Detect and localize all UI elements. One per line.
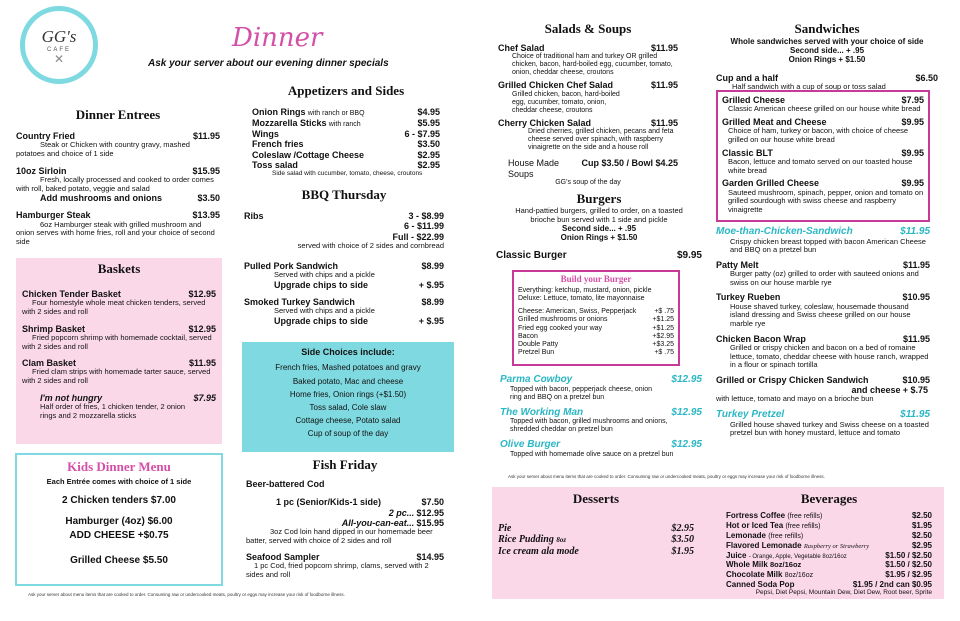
item-extra: with ranch or BBQ <box>307 109 365 117</box>
menu-item <box>716 409 930 438</box>
kids-item: 2 Chicken tenders $7.00 <box>62 494 176 506</box>
menu-item <box>498 43 678 77</box>
kids-item: Grilled Cheese $5.50 <box>70 555 168 567</box>
desserts-section <box>498 492 694 557</box>
menu-item <box>22 289 216 317</box>
item-name: Toss salad <box>252 160 298 171</box>
item-upgrade: Upgrade chips to side <box>274 279 369 290</box>
item-price: $2.95 <box>671 522 694 534</box>
menu-item <box>252 139 440 149</box>
item-name: Chocolate Milk <box>726 570 783 580</box>
item-price: $10.95 <box>902 374 930 385</box>
item-desc: House shaved turkey, coleslaw, housemade thousand island dressing and Swiss cheese grilled on our house marble rye <box>730 301 911 328</box>
item-price: $1.95 <box>911 520 932 530</box>
item-price: $14.95 <box>416 551 444 562</box>
fish-section <box>246 458 444 579</box>
build-burger-box <box>512 270 680 366</box>
item-desc: Sauteed mushroom, spinach, pepper, onion and tomato on grilled sourdough with swiss cheese and raspberry vinaigrette <box>728 187 924 214</box>
item-name: Garden Grilled Cheese <box>722 178 820 189</box>
appetizers-section <box>248 84 444 178</box>
beverages-title: Beverages <box>800 491 858 506</box>
item-price: Full - $22.99 <box>392 231 444 242</box>
item-name: Juice <box>726 550 747 560</box>
menu-item <box>244 261 444 290</box>
item-name: The Working Man <box>500 406 584 418</box>
sandwiches-title: Sandwiches <box>794 21 860 36</box>
item-extra: (free refills) <box>787 512 823 520</box>
item-desc: Choice of traditional ham and turkey OR grilled chicken, bacon, hard-boiled egg, cucumber, tomato, onion, cheddar cheese, croutons <box>512 53 673 77</box>
sandwiches-sub: Whole sandwiches served with your choice of side <box>730 36 924 46</box>
item-option-price: + $.75 <box>902 385 928 396</box>
option-label: Double Patty <box>518 340 559 348</box>
menu-item <box>498 118 678 152</box>
menu-item <box>16 166 220 204</box>
item-price: $11.95 <box>902 333 930 344</box>
bbq-section <box>244 188 444 333</box>
item-name: Chef Salad <box>498 42 545 53</box>
item-desc: Bacon, lettuce and tomato served on our toasted house white bread <box>728 156 913 175</box>
menu-item <box>716 375 930 404</box>
item-name: Beer-battered Cod <box>246 478 325 489</box>
item-name: Ribs <box>244 210 264 221</box>
item-name: Clam Basket <box>22 358 77 369</box>
item-price: $7.95 <box>193 392 216 403</box>
dessert-item <box>498 546 694 558</box>
burgers-desc: Onion Rings + $1.50 <box>560 233 638 243</box>
burgers-desc: Hand-pattied burgers, grilled to order, on a toasted brioche bun served with 1 side and pickle <box>515 205 683 224</box>
menu-item <box>722 117 924 145</box>
burgers-title: Burgers <box>576 191 622 206</box>
build-option <box>518 349 674 357</box>
kids-title: Kids Dinner Menu <box>67 459 171 474</box>
item-price: $4.95 <box>417 106 440 117</box>
logo <box>20 6 98 84</box>
build-option <box>518 316 674 324</box>
salads-section <box>498 22 678 187</box>
item-extra: - Orange, Apple, Vegetable 8oz/16oz <box>748 553 847 560</box>
option-label: Cheese: American, Swiss, Pepperjack <box>518 308 637 316</box>
sandwiches-sub: Second side... + .95 <box>789 46 865 56</box>
item-name: Flavored Lemonade <box>726 541 802 551</box>
whisk-icon: ✕ <box>53 52 65 67</box>
item-name: Rice Pudding <box>498 534 554 546</box>
item-price: 6 - $11.99 <box>403 221 444 232</box>
item-desc: Topped with bacon, grilled mushrooms and onions, shredded cheddar on pretzel bun <box>510 418 668 434</box>
item-price: $9.95 <box>901 116 924 127</box>
item-name: Classic Burger <box>496 249 567 261</box>
item-price: $3.50 <box>417 139 440 150</box>
menu-item <box>500 374 702 402</box>
item-name: Fortress Coffee <box>726 510 786 520</box>
beverage-item <box>726 560 932 570</box>
item-desc: Grilled chicken, bacon, hard-boiled egg, cucumber, tomato, onion, cheddar cheese, croutons <box>512 90 620 114</box>
item-price: $12.95 <box>671 439 702 451</box>
build-option <box>518 308 674 316</box>
item-desc: Fried popcorn shrimp with homemade cocktail, served with 2 sides and roll <box>22 332 212 351</box>
menu-item <box>716 292 930 328</box>
item-name: 10oz Sirloin <box>16 165 67 176</box>
option-label: Grilled mushrooms or onions <box>518 316 608 324</box>
item-extra: (free refills) <box>768 533 804 541</box>
side-choices-title: Side Choices include: <box>301 347 395 357</box>
item-price: $9.95 <box>901 178 924 189</box>
item-desc: Served with chips and a pickle <box>274 269 375 279</box>
menu-item <box>722 178 924 214</box>
sandwiches-section <box>716 22 938 91</box>
item-price: $11.95 <box>192 130 220 141</box>
disclaimer-right: Ask your server about menu items that are cooked to order. Consuming raw or undercooked meats, poultry or eggs may increase your risk of foodborne illness. <box>508 474 825 479</box>
item-desc: Half sandwich with a cup of soup or toss salad <box>732 81 886 91</box>
page-title: Dinner <box>232 23 323 53</box>
kids-section <box>15 453 223 586</box>
item-price: $5.95 <box>417 117 440 128</box>
item-desc: Four homestyle whole meat chicken tenders, served with 2 sides and roll <box>22 298 206 316</box>
menu-item <box>722 95 924 114</box>
beverage-item <box>726 531 932 541</box>
item-name: Smoked Turkey Sandwich <box>244 296 355 307</box>
item-name: Lemonade <box>726 531 767 541</box>
item-price: $2.95 <box>911 541 932 551</box>
item-price: $2.95 <box>417 160 440 171</box>
item-price: $15.95 <box>192 165 220 176</box>
sandwiches-sub: Onion Rings + $1.50 <box>788 55 866 65</box>
logo-name: GG's <box>41 27 77 46</box>
kids-subtitle: Each Entrée comes with choice of 1 side <box>46 476 192 486</box>
item-name: Seafood Sampler <box>246 551 320 562</box>
menu-item <box>252 160 440 170</box>
kids-item: Hamburger (4oz) $6.00 <box>65 516 173 528</box>
salads-title: Salads & Soups <box>544 21 632 36</box>
item-desc: Crispy chicken breast topped with bacon American Cheese and BBQ on a pretzel bun <box>730 236 926 255</box>
more-sandwiches <box>716 226 930 445</box>
side-choice: Cottage cheese, Potato salad <box>295 416 401 426</box>
item-desc: Burger patty (oz) grilled to order with sauteed onions and swiss on our house marble rye <box>730 269 919 287</box>
item-name: Canned Soda Pop <box>726 580 795 590</box>
disclaimer-left: Ask your server about menu items that are cooked to order. Consuming raw or undercooked meats, poultry or eggs may increase your risk of foodborne illness. <box>28 592 345 597</box>
item-name: Turkey Pretzel <box>716 409 785 421</box>
item-desc: Steak or Chicken with country gravy, mashed potatoes and choice of 1 side <box>16 140 190 158</box>
item-price: $2.50 <box>911 531 932 541</box>
item-option: All-you-can-eat... <box>341 517 415 528</box>
build-option <box>518 341 674 349</box>
item-price: $1.95 <box>671 545 694 557</box>
item-price: $13.95 <box>192 210 220 221</box>
item-extra: with ranch <box>328 120 361 128</box>
build-line: Deluxe: Lettuce, tomato, lite mayonnaise <box>518 295 645 303</box>
beverage-item <box>726 541 932 550</box>
item-name: Country Fried <box>16 130 76 141</box>
item-name: Cherry Chicken Salad <box>498 117 592 128</box>
item-price: $1.95 / 2nd can $0.95 <box>852 580 932 590</box>
item-upgrade: Upgrade chips to side <box>274 315 369 326</box>
side-choice: Home fries, Onion rings (+$1.50) <box>289 389 407 399</box>
item-desc: served with choice of 2 sides and cornbread <box>297 240 444 250</box>
baskets-title: Baskets <box>97 261 141 276</box>
side-choices <box>242 342 454 452</box>
item-price: $12.95 <box>188 323 216 334</box>
item-desc: GG's soup of the day <box>555 179 621 187</box>
kids-item: ADD CHEESE +$0.75 <box>69 529 169 541</box>
item-price: $11.95 <box>650 117 678 128</box>
build-line: Everything: ketchup, mustard, onion, pickle <box>518 287 652 295</box>
item-price: $7.95 <box>901 95 924 105</box>
option-price: +$2.95 <box>652 332 674 340</box>
menu-item <box>716 334 930 370</box>
item-name: Wings <box>252 129 279 140</box>
logo-sub: CAFE <box>46 46 71 53</box>
beverage-item <box>726 521 932 531</box>
item-desc: Grilled house shaved turkey and Swiss cheese on a toasted pretzel bun with honey mustard, lettuce and tomato <box>730 419 929 438</box>
option-price: +$1.25 <box>652 324 674 332</box>
item-desc: Fresh, locally processed and cooked to order comes with roll, baked potato, veggie and salad <box>16 174 214 193</box>
entrees-section <box>16 108 220 254</box>
menu-item <box>244 297 444 326</box>
soda-note: Pepsi, Diet Pepsi, Mountain Dew, Diet Dew, Root beer, Sprite <box>755 589 932 597</box>
entrees-title: Dinner Entrees <box>75 107 161 122</box>
appetizers-title: Appetizers and Sides <box>287 83 405 98</box>
item-name: Mozzarella Sticks <box>252 117 327 128</box>
item-desc: Topped with homemade olive sauce on a pretzel bun <box>510 450 674 458</box>
item-name: Pie <box>498 522 512 534</box>
item-name: Chicken Tender Basket <box>22 288 121 299</box>
item-option: and cheese <box>851 385 901 396</box>
item-price: $15.95 <box>416 517 444 528</box>
item-price: $1.50 / $2.50 <box>885 550 932 560</box>
item-desc: Grilled or crispy chicken and bacon on a bed of romaine lettuce, tomato, cheddar cheese with house ranch, wrapped in a flour or spinach tortilla <box>730 342 929 370</box>
item-desc: 3oz Cod loin hand dipped in our homemade beer batter, served with choice of 2 sides and roll <box>246 527 433 545</box>
option-price: +$1.25 <box>652 316 674 324</box>
item-price: $9.95 <box>901 147 924 158</box>
item-price: $11.95 <box>900 409 930 421</box>
item-desc: Half order of fries, 1 chicken tender, 2 onion rings and 2 mozzarella sticks <box>40 402 186 420</box>
item-price: $8.99 <box>421 296 444 307</box>
menu-item <box>498 158 678 179</box>
item-price: $2.50 <box>911 510 932 520</box>
burgers-section <box>496 192 702 261</box>
item-price: $11.95 <box>902 259 930 270</box>
item-price: $8.99 <box>421 260 444 271</box>
item-upgrade-price: + $.95 <box>418 279 444 290</box>
item-price: $9.95 <box>676 249 702 261</box>
item-name: Classic BLT <box>722 147 773 158</box>
page-subtitle: Ask your server about our evening dinner specials <box>148 58 389 69</box>
item-desc: Fried clam strips with homemade tarter sauce, served with 2 sides and roll <box>22 367 211 386</box>
item-addon-price: $3.50 <box>197 193 220 204</box>
menu-item <box>22 358 216 386</box>
specialty-burgers <box>500 374 702 466</box>
item-name: Moe-than-Chicken-Sandwich <box>716 226 853 237</box>
dessert-item <box>498 523 694 535</box>
build-title: Build your Burger <box>560 274 632 284</box>
item-name: I'm not hungry <box>40 392 103 403</box>
menu-item <box>722 148 924 176</box>
menu-item <box>22 324 216 352</box>
item-desc: 6oz Hamburger steak with grilled mushroom and onion serves with home fries, roll and your choice of second side <box>16 219 215 247</box>
fish-title: Fish Friday <box>312 457 378 472</box>
menu-item <box>716 226 930 255</box>
item-desc: with lettuce, tomato and mayo on a brioche bun <box>716 394 874 404</box>
side-choice: French fries, Mashed potatoes and gravy <box>275 363 421 373</box>
item-price: $12.95 <box>416 507 444 518</box>
beverage-item <box>726 580 932 589</box>
side-choice: Cup of soup of the day <box>307 429 389 439</box>
item-name: Grilled Chicken Chef Salad <box>498 80 614 91</box>
beverage-item <box>726 570 932 580</box>
item-extra: 8oz/16oz <box>770 560 802 570</box>
build-option <box>518 333 674 341</box>
item-price: $1.95 / $2.95 <box>885 570 932 580</box>
beverage-item <box>726 551 932 561</box>
item-price: $12.95 <box>671 374 702 385</box>
beverages-section <box>726 492 932 597</box>
item-price: $12.95 <box>671 406 702 418</box>
item-name: French fries <box>252 139 304 150</box>
salad-note: Side salad with cucumber, tomato, cheese, croutons <box>272 170 423 178</box>
beverage-item <box>726 511 932 521</box>
item-extra: 8oz <box>556 536 567 545</box>
menu-item <box>16 131 220 159</box>
item-addon: Add mushrooms and onions <box>40 193 163 204</box>
menu-item <box>252 118 440 129</box>
item-name: Hot or Iced Tea <box>726 520 784 530</box>
item-price: $6.50 <box>915 72 938 83</box>
item-price: $11.95 <box>650 42 678 53</box>
item-price: $11.95 <box>650 80 678 91</box>
dessert-item <box>498 534 694 546</box>
item-name: Cup and a half <box>716 72 779 83</box>
item-name: Turkey Rueben <box>716 292 781 303</box>
side-choice: Toss salad, Cole slaw <box>309 402 387 412</box>
menu-item <box>252 107 440 118</box>
item-price: $1.50 / $2.50 <box>885 560 932 570</box>
option-label: Fried egg cooked your way <box>518 324 603 332</box>
menu-item <box>22 393 216 421</box>
baskets-section <box>16 258 222 444</box>
classic-sandwiches-box <box>716 90 930 222</box>
menu-item <box>496 250 702 262</box>
item-price: $11.95 <box>188 358 216 369</box>
item-price: 6 - $7.95 <box>404 129 440 140</box>
item-desc: 1 pc Cod, fried popcorn shrimp, clams, served with 2 sides and roll <box>246 560 429 579</box>
item-price: $12.95 <box>188 288 216 299</box>
menu-item <box>500 407 702 435</box>
item-name: Olive Burger <box>500 439 561 451</box>
item-price: 3 - $8.99 <box>408 210 444 221</box>
item-price: $7.50 <box>421 497 444 508</box>
item-name: Ice cream ala mode <box>498 545 579 557</box>
item-desc: Served with chips and a pickle <box>274 306 375 316</box>
item-extra: 8oz/16oz <box>784 572 814 580</box>
build-option <box>518 325 674 333</box>
menu-item <box>252 129 440 139</box>
menu-item <box>716 260 930 288</box>
item-name: Onion Rings <box>252 106 306 117</box>
option-label: Bacon <box>518 332 538 340</box>
item-desc: Dried cherries, grilled chicken, pecans and feta cheese served over spinach, with raspberry vinaigrette on the side and a house roll <box>528 128 674 152</box>
item-name: Grilled Meat and Cheese <box>722 116 827 127</box>
menu-item <box>16 210 220 246</box>
item-name: Chicken Bacon Wrap <box>716 333 806 344</box>
item-name: House Made Soups <box>508 158 560 179</box>
item-name: Parma Cowboy <box>500 374 573 385</box>
item-name: Grilled Cheese <box>722 95 786 105</box>
item-extra: Raspberry or Strawberry <box>803 543 870 551</box>
item-price: $2.95 <box>417 149 440 160</box>
item-name: Coleslaw /Cottage Cheese <box>252 149 365 160</box>
item-desc: Classic American cheese grilled on our house white bread <box>728 104 921 114</box>
option-label: Pretzel Bun <box>518 348 555 356</box>
menu-item <box>500 439 702 459</box>
item-extra: (free refills) <box>785 522 821 530</box>
burgers-desc: Second side... + .95 <box>561 224 637 234</box>
item-desc: Topped with bacon, pepperjack cheese, onion ring and BBQ on a pretzel bun <box>510 385 653 401</box>
item-price: $3.50 <box>671 534 694 546</box>
bbq-title: BBQ Thursday <box>301 187 387 202</box>
option-price: +$ .75 <box>654 308 674 316</box>
item-option: 2 pc... <box>388 507 415 518</box>
item-name: Pulled Pork Sandwich <box>244 260 339 271</box>
option-price: +$ .75 <box>654 348 674 356</box>
item-upgrade-price: + $.95 <box>418 315 444 326</box>
item-desc: Choice of ham, turkey or bacon, with choice of cheese grilled on our house white bread <box>728 126 909 144</box>
item-price: Cup $3.50 / Bowl $4.25 <box>581 158 678 169</box>
item-name: Patty Melt <box>716 259 759 270</box>
item-option: 1 pc (Senior/Kids-1 side) <box>276 497 382 508</box>
side-choice: Baked potato, Mac and cheese <box>292 376 404 386</box>
item-price: $10.95 <box>902 292 930 303</box>
item-name: Shrimp Basket <box>22 323 86 334</box>
item-name: Hamburger Steak <box>16 210 91 221</box>
desserts-title: Desserts <box>572 491 620 506</box>
menu-item <box>252 150 440 160</box>
item-name: Whole Milk <box>726 560 768 570</box>
option-price: +$3.25 <box>652 340 674 348</box>
menu-item <box>498 80 678 114</box>
item-name: Grilled or Crispy Chicken Sandwich <box>716 374 869 385</box>
item-price: $11.95 <box>900 226 930 237</box>
